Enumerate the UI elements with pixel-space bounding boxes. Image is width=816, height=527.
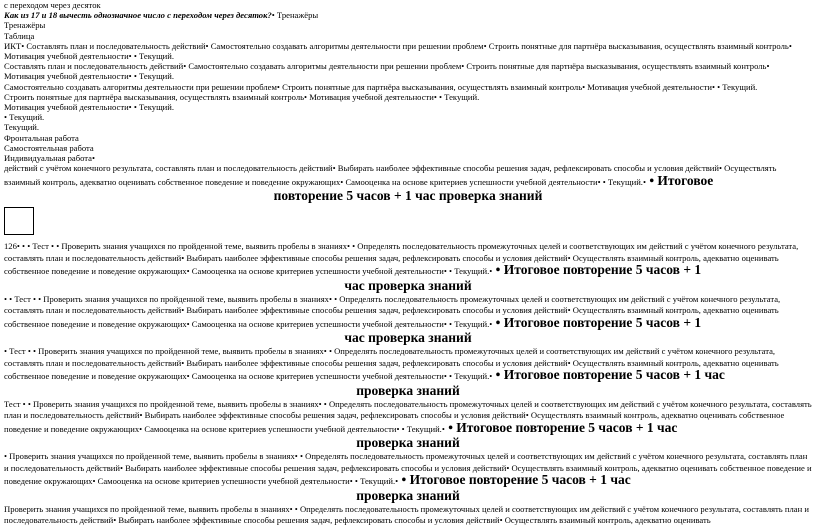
question-suffix: • Тренажёры bbox=[271, 10, 319, 21]
paragraph-15-text: Тест • • Проверить знания учащихся по пройденной теме, выявить пробелы в знаниях• • Определять последовательность промежуточных целей и соответствующих им действий с учётом конечного результата, составлять план и последовательность действий• Выбирать наиболее эффективные способы решения задач, рефлексировать способы и условия действий• Осуществлять взаимный контроль, адекватно оценивать собственное поведение и поведение окружающих• Самооценка на основе критериев успешности учебной деятельности• • Текущий.• bbox=[4, 398, 812, 434]
paragraph-8: Фронтальная работа bbox=[4, 132, 79, 143]
paragraph-13-heading-center: час проверка знаний bbox=[344, 330, 472, 346]
paragraph-3: Самостоятельно создавать алгоритмы деятельности при решении проблем• Строить понятные для партнёра высказывания, осуществлять взаимный контроль• Мотивация учебной деятельности• • Текущий. bbox=[4, 81, 758, 92]
paragraph-16-text: • Проверить знания учащихся по пройденной теме, выявить пробелы в знаниях• • Определять последовательность промежуточных целей и соответствующих им действий с учётом конечного результата, составлять план и последовательность действий• Выбирать наиболее эффективные способы решения задач, рефлексировать способы и условия действий• Осуществлять взаимный контроль, адекватно оценивать собственное поведение и поведение окружающих• Самооценка на основе критериев успешности учебной деятельности• • Текущий.• bbox=[4, 451, 812, 487]
paragraph-12-text: 126• • • Тест • • Проверить знания учащихся по пройденной теме, выявить пробелы в знаниях• • Определять последовательность промежуточных целей и соответствующих им действий с учётом конечного результата, составлять план и последовательность действий• Выбирать наиболее эффективные способы решения задач, рефлексировать способы и условия действий• Осуществлять взаимный контроль, адекватно оценивать собственное поведение и поведение окружающих• Самооценка на основе критериев успешности учебной деятельности• • Текущий.• bbox=[4, 241, 799, 277]
paragraph-14-text: • Тест • • Проверить знания учащихся по пройденной теме, выявить пробелы в знаниях• • Определять последовательность промежуточных целей и соответствующих им действий с учётом конечного результата, составлять план и последовательность действий• Выбирать наиболее эффективные способы решения задач, рефлексировать способы и условия действий• Осуществлять взаимный контроль, адекватно оценивать собственное поведение и поведение окружающих• Самооценка на основе критериев успешности учебной деятельности• • Текущий.• bbox=[4, 346, 779, 382]
paragraph-16-heading-center: проверка знаний bbox=[356, 487, 460, 503]
header-line-4: Таблица bbox=[4, 30, 35, 41]
paragraph-15-heading: • Итоговое повторение 5 часов + 1 час bbox=[444, 419, 678, 435]
paragraph-7: Текущий. bbox=[4, 122, 40, 133]
paragraph-17: Проверить знания учащихся по пройденной теме, выявить пробелы в знаниях• • Определять последовательность промежуточных целей и соответствующих им действий с учётом конечного результата, составлять план и последовательность действий• Выбирать наиболее эффективные способы решения задач, рефлексировать способы и условия действий• Осуществлять взаимный контроль, адекватно оценивать bbox=[4, 503, 809, 526]
paragraph-6: • Текущий. bbox=[4, 112, 45, 123]
paragraph-12-heading: • Итоговое повторение 5 часов + 1 bbox=[492, 262, 702, 278]
paragraph-14 bbox=[4, 346, 812, 383]
question-line bbox=[4, 10, 812, 20]
paragraph-15 bbox=[4, 399, 812, 436]
header-line-1: с переходом через десяток bbox=[4, 0, 101, 10]
paragraph-14-heading-center: проверка знаний bbox=[356, 382, 460, 398]
header-line-3: Тренажёры bbox=[4, 20, 46, 31]
paragraph-1: ИКТ• Составлять план и последовательность действий• Самостоятельно создавать алгоритмы деятельности при решении проблем• Строить понятные для партнёра высказывания, осуществлять взаимный контроль• Мотивация учебной деятельности• • Текущий. bbox=[4, 40, 792, 62]
paragraph-5: Мотивация учебной деятельности• • Текущий. bbox=[4, 102, 175, 113]
paragraph-2: Составлять план и последовательность действий• Самостоятельно создавать алгоритмы деятельности при решении проблем• Строить понятные для партнёра высказывания, осуществлять взаимный контроль• Мотивация учебной деятельности• • Текущий. bbox=[4, 61, 770, 82]
empty-table-cell bbox=[4, 207, 34, 235]
paragraph-13-heading: • Итоговое повторение 5 часов + 1 bbox=[492, 314, 702, 330]
paragraph-11-heading-center: повторение 5 часов + 1 час проверка знаний bbox=[273, 188, 543, 204]
paragraph-12 bbox=[4, 241, 812, 278]
paragraph-9: Самостоятельная работа bbox=[4, 142, 94, 153]
paragraph-11-text: действий с учётом конечного результата, составлять план и последовательность действий• Выбирать наиболее эффективные способы решения задач, рефлексировать способы и условия действий• Осуществлять взаимный контроль, адекватно оценивать собственное поведение и поведение окружающих• Самооценка на основе критериев успешности учебной деятельности• • Текущий.• bbox=[4, 163, 777, 187]
paragraph-12-heading-center: час проверка знаний bbox=[344, 277, 472, 293]
paragraph-10: Индивидуальная работа• bbox=[4, 153, 95, 164]
paragraph-11-heading: • Итоговое bbox=[645, 172, 714, 188]
paragraph-16-heading: • Итоговое повторение 5 часов + 1 час bbox=[398, 472, 631, 488]
paragraph-16 bbox=[4, 451, 812, 488]
paragraph-13-text: • • Тест • • Проверить знания учащихся по пройденной теме, выявить пробелы в знаниях• • Определять последовательность промежуточных целей и соответствующих им действий с учётом конечного результата, составлять план и последовательность действий• Выбирать наиболее эффективные способы решения задач, рефлексировать способы и условия действий• Осуществлять взаимный контроль, адекватно оценивать собственное поведение и поведение окружающих• Самооценка на основе критериев успешности учебной деятельности• • Текущий.• bbox=[4, 293, 781, 329]
question-text: Как из 17 и 18 вычесть однозначное число с переходом через десяток? bbox=[4, 10, 272, 21]
paragraph-11 bbox=[4, 163, 812, 188]
paragraph-13 bbox=[4, 294, 812, 331]
paragraph-15-heading-center: проверка знаний bbox=[356, 435, 460, 451]
paragraph-4: Строить понятные для партнёра высказывания, осуществлять взаимный контроль• Мотивация учебной деятельности• • Текущий. bbox=[4, 91, 480, 102]
paragraph-14-heading: • Итоговое повторение 5 часов + 1 час bbox=[492, 367, 725, 383]
